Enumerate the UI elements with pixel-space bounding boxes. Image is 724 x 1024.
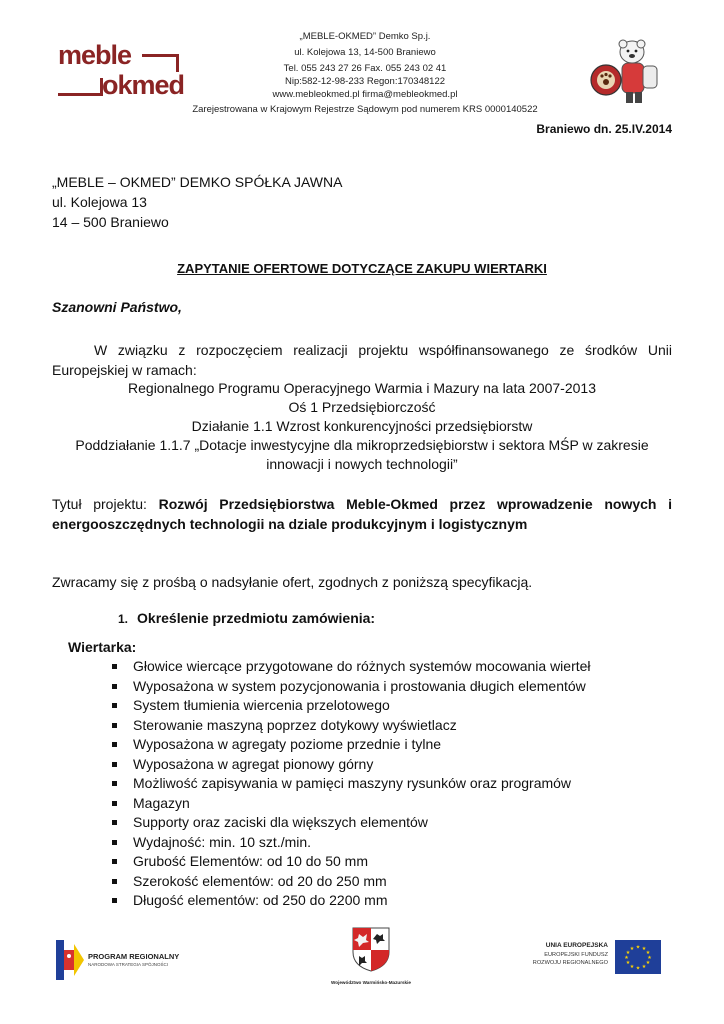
header-address: ul. Kolejowa 13, 14-500 Braniewo: [294, 47, 436, 58]
intro-paragraph: W związku z rozpoczęciem realizacji projektu współfinansowanego ze środków Unii Europejskiej w ramach:: [52, 342, 672, 378]
eu-logo: [520, 934, 666, 982]
recipient-street: ul. Kolejowa 13: [52, 194, 147, 210]
list-item: Szerokość elementów: od 20 do 250 mm: [112, 872, 591, 892]
coat-of-arms-icon: [351, 926, 391, 972]
program-regionalny-text: PROGRAM REGIONALNY: [88, 952, 180, 961]
header-nip: Nip:582-12-98-233 Regon:170348122: [284, 76, 446, 87]
bullet-icon: [112, 879, 117, 884]
svg-text:★: ★: [641, 964, 647, 970]
eu-fund-line2: ROZWOJU REGIONALNEGO: [532, 960, 608, 966]
svg-text:★: ★: [647, 955, 652, 961]
header-phone: Tel. 055 243 27 26 Fax. 055 243 02 41: [283, 63, 447, 74]
section-title: Określenie przedmiotu zamówienia:: [137, 610, 376, 626]
list-item: Wyposażona w agregat pionowy górny: [112, 755, 591, 775]
logo-text-okmed: okmed: [102, 70, 185, 100]
voivodeship-coat-of-arms: [331, 926, 411, 992]
svg-text:★: ★: [635, 944, 641, 951]
bullet-icon: [112, 723, 117, 728]
header-krs: Zarejestrowana w Krajowym Rejestrze Sądowym pod numerem KRS 0000140522: [192, 104, 538, 115]
request-text: Zwracamy się z prośbą o nadsyłanie ofert, zgodnych z poniższą specyfikacją.: [52, 574, 533, 590]
program-regionalny-subtext: NARODOWA STRATEGIA SPÓJNOŚCI: [88, 962, 169, 967]
program-line: Regionalnego Programu Operacyjnego Warmia i Mazury na lata 2007-2013: [128, 380, 596, 396]
list-item: System tłumienia wiercenia przelotowego: [112, 696, 591, 716]
specification-list: [112, 657, 591, 911]
svg-text:★: ★: [625, 950, 631, 956]
program-line: innowacji i nowych technologii”: [266, 456, 458, 472]
svg-text:★: ★: [629, 964, 635, 970]
program-regionalny-icon: [56, 940, 84, 980]
document-subject: ZAPYTANIE OFERTOWE DOTYCZĄCE ZAKUPU WIERTARKI: [177, 261, 547, 276]
project-label: Tytuł projektu:: [52, 496, 147, 512]
greeting: Szanowni Państwo,: [52, 299, 182, 315]
header-web: www.mebleokmed.pl firma@mebleokmed.pl: [272, 89, 458, 100]
section-number: 1.: [118, 612, 129, 626]
project-title: [52, 494, 672, 534]
svg-text:★: ★: [624, 955, 629, 961]
svg-text:★: ★: [629, 946, 635, 952]
svg-text:★: ★: [641, 946, 647, 952]
program-line: Poddziałanie 1.1.7 „Dotacje inwestycyjne dla mikroprzedsiębiorstw i sektora MŚP w zakresie: [75, 437, 649, 453]
bullet-icon: [112, 859, 117, 864]
bullet-icon: [112, 703, 117, 708]
list-item: Magazyn: [112, 794, 591, 814]
bullet-icon: [112, 664, 117, 669]
list-item: Supporty oraz zaciski dla większych elementów: [112, 813, 591, 833]
bullet-icon: [112, 898, 117, 903]
bullet-icon: [112, 840, 117, 845]
list-item: Wyposażona w system pozycjonowania i prostowania długich elementów: [112, 677, 591, 697]
bullet-icon: [112, 781, 117, 786]
svg-text:★: ★: [645, 960, 651, 966]
program-regionalny-logo: [56, 930, 180, 986]
program-line: Działanie 1.1 Wzrost konkurencyjności przedsiębiorstw: [191, 418, 533, 434]
bullet-icon: [112, 801, 117, 806]
bullet-icon: [112, 820, 117, 825]
bullet-icon: [112, 684, 117, 689]
section-heading: [118, 610, 375, 626]
bear-mascot-icon: [588, 36, 668, 106]
list-item: Możliwość zapisywania w pamięci maszyny rysunków oraz programów: [112, 774, 591, 794]
item-label: Wiertarka:: [68, 639, 137, 655]
program-line: Oś 1 Przedsiębiorczość: [288, 399, 436, 415]
list-item: Głowice wiercące przygotowane do różnych systemów mocowania wierteł: [112, 657, 591, 677]
project-name: Rozwój Przedsiębiorstwa Meble-Okmed przez wprowadzenie nowych i energooszczędnych technologii na dziale produkcyjnym i logistycznym: [52, 496, 673, 532]
list-item: Długość elementów: od 250 do 2200 mm: [112, 891, 591, 911]
eu-title: UNIA EUROPEJSKA: [545, 942, 608, 949]
list-item: Sterowanie maszyną poprzez dotykowy wyświetlacz: [112, 716, 591, 736]
svg-text:★: ★: [635, 965, 641, 972]
bullet-icon: [112, 762, 117, 767]
eu-fund-line1: EUROPEJSKI FUNDUSZ: [544, 952, 608, 958]
list-item: Wyposażona w agregaty poziome przednie i tylne: [112, 735, 591, 755]
svg-text:★: ★: [625, 960, 631, 966]
logo-bar: [58, 93, 103, 96]
svg-text:★: ★: [645, 950, 651, 956]
header-company-name: „MEBLE-OKMED” Demko Sp.j.: [299, 31, 431, 42]
voivodeship-name: Województwo Warmińsko-Mazurskie: [331, 980, 411, 985]
eu-flag-icon: [615, 940, 661, 974]
list-item: Wydajność: min. 10 szt./min.: [112, 833, 591, 853]
logo-text-meble: meble: [58, 40, 132, 70]
bullet-icon: [112, 742, 117, 747]
recipient-city: 14 – 500 Braniewo: [52, 214, 169, 230]
document-date: Braniewo dn. 25.IV.2014: [536, 122, 672, 136]
list-item: Grubość Elementów: od 10 do 50 mm: [112, 852, 591, 872]
recipient-name: „MEBLE – OKMED” DEMKO SPÓŁKA JAWNA: [52, 174, 343, 190]
